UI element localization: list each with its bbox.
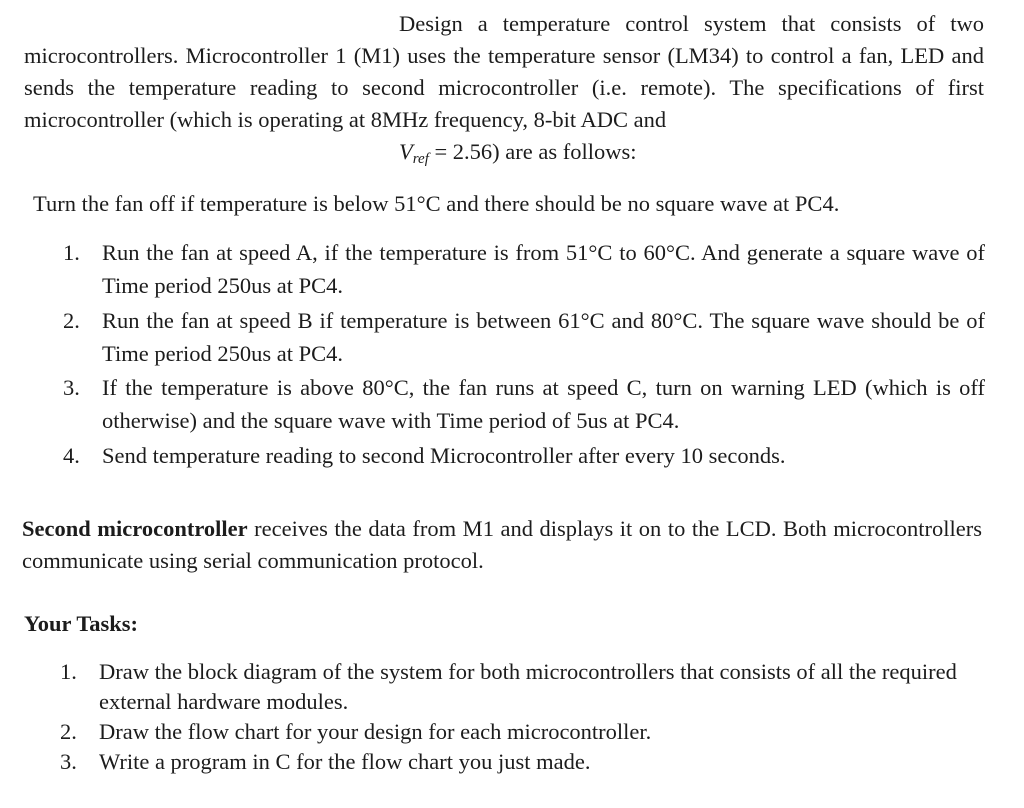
list-item <box>0 304 985 370</box>
second-microcontroller-lead: Second microcontroller <box>22 516 248 541</box>
list-text: Draw the block diagram of the system for both microcontrollers that consists of all the required external hardware modules. <box>99 659 957 714</box>
list-item <box>0 439 985 472</box>
list-text: Run the fan at speed A, if the temperature is from 51°C to 60°C. And generate a square wave of Time period 250us at PC4. <box>102 240 985 298</box>
list-number: 2. <box>63 307 80 333</box>
vref-symbol: $V_{ref}$ <box>399 139 429 167</box>
specifications-list <box>0 236 1024 473</box>
list-number: 3. <box>63 375 80 400</box>
second-microcontroller-text: receives the data from M1 and displays it on to the LCD. Both microcontrollers communicate using serial communication protocol. <box>22 516 982 573</box>
intro-paragraph <box>24 8 984 175</box>
second-microcontroller-paragraph <box>22 513 982 577</box>
list-item <box>0 717 981 747</box>
list-text: If the temperature is above 80°C, the fan runs at speed C, turn on warning LED (which is off otherwise) and the square wave with Time period of 5us at PC4. <box>102 375 985 433</box>
list-number: 1. <box>63 240 80 265</box>
list-number: 3. <box>60 749 77 774</box>
list-item <box>0 747 981 777</box>
vref-subscript: ref <box>412 151 429 167</box>
list-item <box>0 236 985 302</box>
list-text: Run the fan at speed B if temperature is between 61°C and 80°C. The square wave should be of Time period 250us at PC4. <box>102 307 985 366</box>
list-item <box>0 657 981 717</box>
list-number: 2. <box>60 719 77 744</box>
tasks-heading: Your Tasks: <box>24 611 139 636</box>
vref-value-text: = 2.56) are as follows: <box>428 139 637 164</box>
list-item <box>0 371 985 437</box>
list-number: 1. <box>60 659 77 684</box>
list-text: Draw the flow chart for your design for each microcontroller. <box>99 719 652 744</box>
list-number: 4. <box>63 442 80 468</box>
fan-off-rule: Turn the fan off if temperature is below 51°C and there should be no square wave at PC4. <box>33 191 840 216</box>
list-text: Write a program in C for the flow chart you just made. <box>99 749 591 774</box>
tasks-list <box>0 657 1024 777</box>
intro-text: Design a temperature control system that consists of two microcontrollers. Microcontroller 1 (M1) uses the temperature sensor (LM34) to control a fan, LED and sends the temperature reading to second microcontroller (i.e. remote). The specifications of first microcontroller (which is operating at 8MHz frequency, 8-bit ADC and <box>24 11 984 132</box>
list-text: Send temperature reading to second Microcontroller after every 10 seconds. <box>102 442 786 468</box>
